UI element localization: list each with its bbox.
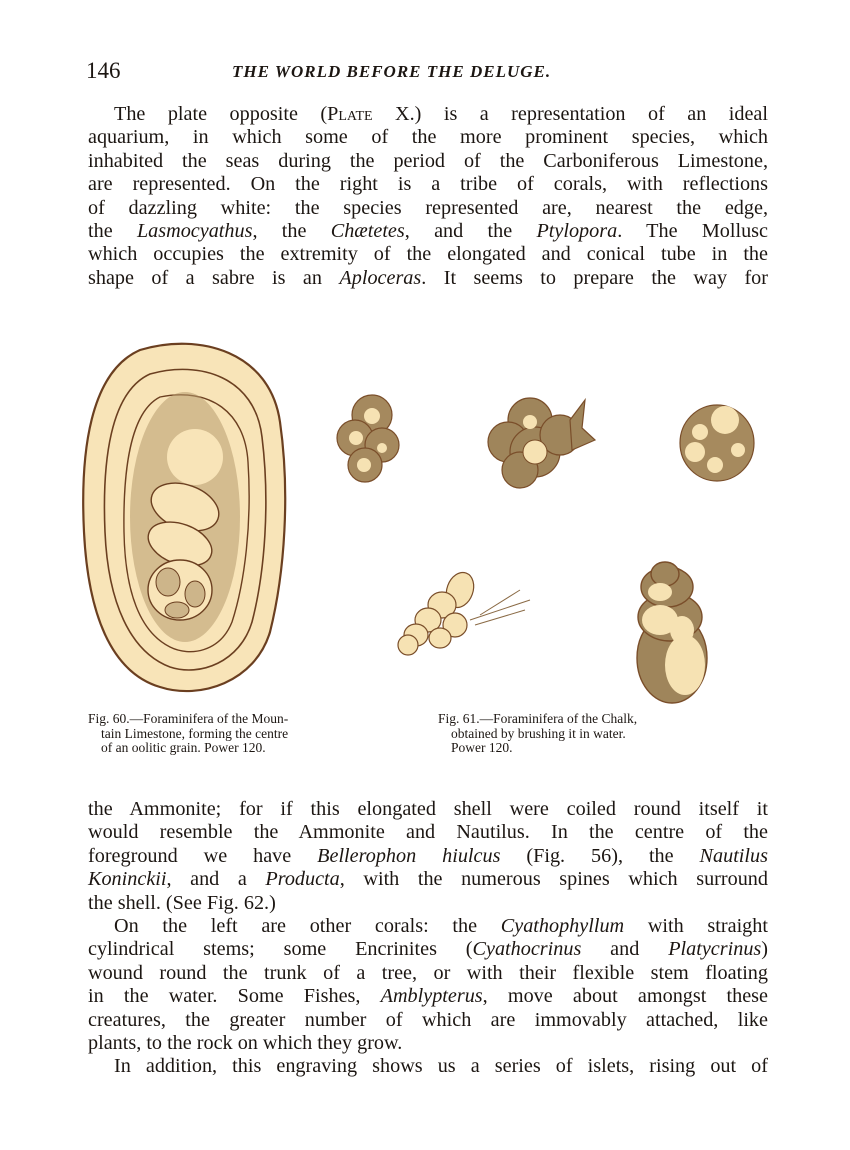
foraminifer-4-spines <box>470 590 530 625</box>
text-line: On the left are other corals: the Cyathophyllum with straight <box>114 915 768 937</box>
text-line: plants, to the rock on which they grow. <box>88 1032 403 1055</box>
foraminifer-4 <box>398 569 478 655</box>
text-line: In addition, this engraving shows us a series of islets, rising out of <box>114 1055 768 1077</box>
fig-60-caption: Fig. 60.—Foraminifera of the Moun- tain Limestone, forming the centre of an oolitic grain. Power 120. <box>88 711 289 755</box>
paragraph-1 <box>88 103 768 290</box>
text-line: are represented. On the right is a tribe of corals, with reflections <box>88 173 768 196</box>
text-line: of dazzling white: the species represented are, nearest the edge, <box>88 196 768 219</box>
text-line: aquarium, in which some of the more prominent species, which <box>88 126 768 149</box>
text-line: which occupies the extremity of the elongated and conical tube in the <box>88 243 768 266</box>
running-title: THE WORLD BEFORE THE DELUGE. <box>232 62 552 81</box>
paragraph-3 <box>88 915 768 1055</box>
fig-61-illustration <box>320 380 770 710</box>
text-line: shape of a sabre is an Aploceras. It seems to prepare the way for <box>88 266 768 289</box>
proloculus-chamber <box>167 429 223 485</box>
text-line: the shell. (See Fig. 62.) <box>88 891 276 914</box>
fig-60-illustration <box>80 332 300 702</box>
fig-61-caption: Fig. 61.—Foraminifera of the Chalk, obtained by brushing it in water. Power 120. <box>438 711 638 755</box>
page-number: 146 <box>86 58 121 83</box>
sub-chamber <box>165 602 189 618</box>
paragraph-2 <box>88 798 768 915</box>
paragraph-4 <box>88 1055 768 1078</box>
text-line: in the water. Some Fishes, Amblypterus, move about amongst these <box>88 985 768 1008</box>
text-line: wound round the trunk of a tree, or with their flexible stem floating <box>88 961 768 984</box>
text-line: The plate opposite (Plate X.) is a representation of an ideal <box>114 103 768 125</box>
text-line: foreground we have Bellerophon hiulcus (Fig. 56), the Nautilus <box>88 844 768 867</box>
text-line: Koninckii, and a Producta, with the numerous spines which surround <box>88 868 768 891</box>
text-line: the Ammonite; for if this elongated shell were coiled round itself it <box>88 798 768 820</box>
text-line: would resemble the Ammonite and Nautilus. In the centre of the <box>88 821 768 844</box>
text-line: the Lasmocyathus, the Chætetes, and the Ptylopora. The Mollusc <box>88 220 768 243</box>
text-line: cylindrical stems; some Encrinites (Cyathocrinus and Platycrinus) <box>88 938 769 961</box>
sub-chamber <box>185 581 205 607</box>
text-line: inhabited the seas during the period of the Carboniferous Limestone, <box>88 149 768 172</box>
sub-chamber <box>156 568 180 596</box>
text-line: creatures, the greater number of which are immovably attached, like <box>88 1008 768 1031</box>
